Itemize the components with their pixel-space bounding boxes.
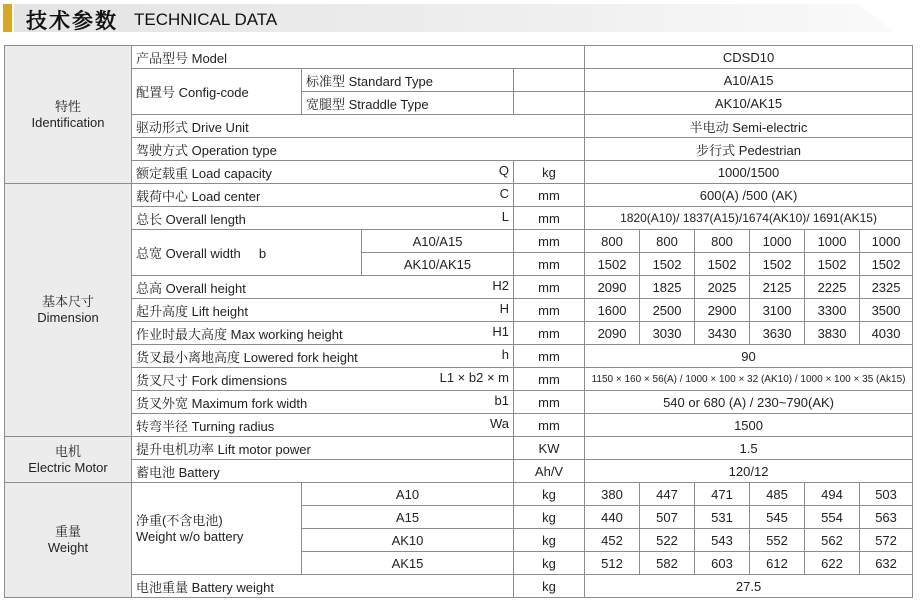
row-value: 1500 bbox=[585, 414, 913, 437]
row-value: 1820(A10)/ 1837(A15)/1674(AK10)/ 1691(AK15) bbox=[585, 207, 913, 230]
value-cell: 494 bbox=[805, 483, 860, 506]
value-cell: 800 bbox=[585, 230, 640, 253]
row-symbol: H bbox=[499, 300, 509, 316]
value-cell: 2500 bbox=[640, 299, 695, 322]
value-cell: 440 bbox=[585, 506, 640, 529]
section-header bbox=[0, 0, 923, 40]
row-symbol: h bbox=[501, 346, 509, 362]
table-row bbox=[5, 184, 913, 207]
net-weight-label-en: Weight w/o battery bbox=[136, 528, 244, 544]
unit-cell: mm bbox=[514, 414, 585, 437]
value-cell: 3100 bbox=[750, 299, 805, 322]
unit-cell bbox=[514, 92, 585, 115]
table-row bbox=[5, 368, 913, 391]
unit-cell bbox=[514, 69, 585, 92]
value-cell: 3430 bbox=[695, 322, 750, 345]
row-symbol: C bbox=[499, 185, 509, 201]
value-cell: 2090 bbox=[585, 276, 640, 299]
category-label-en: Dimension bbox=[37, 310, 99, 325]
table-row bbox=[5, 575, 913, 598]
value-cell: 2325 bbox=[860, 276, 913, 299]
unit-cell: Ah/V bbox=[514, 460, 585, 483]
table-row bbox=[5, 483, 913, 506]
sub-label: A10 bbox=[302, 483, 514, 506]
table-row bbox=[5, 437, 913, 460]
table-row bbox=[5, 322, 913, 345]
category-label-zh: 特性 bbox=[54, 98, 81, 114]
header-accent-bar bbox=[3, 4, 12, 32]
row-label bbox=[132, 345, 514, 368]
row-label bbox=[132, 322, 514, 345]
row-value: 1.5 bbox=[585, 437, 913, 460]
row-value: 1000/1500 bbox=[585, 161, 913, 184]
category-label-zh: 基本尺寸 bbox=[41, 294, 94, 309]
row-label: 提升电机功率 Lift motor power bbox=[132, 437, 514, 460]
value-cell: 2900 bbox=[695, 299, 750, 322]
unit-cell: kg bbox=[514, 575, 585, 598]
row-value: 600(A) /500 (AK) bbox=[585, 184, 913, 207]
value-cell: 1502 bbox=[695, 253, 750, 276]
value-cell: 800 bbox=[695, 230, 750, 253]
unit-cell: kg bbox=[514, 483, 585, 506]
value-cell: 552 bbox=[750, 529, 805, 552]
value-cell: 1502 bbox=[860, 253, 913, 276]
row-label-text: 转弯半径 Turning radius bbox=[136, 418, 275, 434]
row-label bbox=[132, 161, 514, 184]
value-cell: 612 bbox=[750, 552, 805, 575]
row-value: 27.5 bbox=[585, 575, 913, 598]
value-cell: 1502 bbox=[585, 253, 640, 276]
value-cell: 2125 bbox=[750, 276, 805, 299]
row-value: 540 or 680 (A) / 230~790(AK) bbox=[585, 391, 913, 414]
value-cell: 603 bbox=[695, 552, 750, 575]
value-cell: 447 bbox=[640, 483, 695, 506]
row-value: A10/A15 bbox=[585, 69, 913, 92]
value-cell: 1825 bbox=[640, 276, 695, 299]
value-cell: 562 bbox=[805, 529, 860, 552]
row-label: 电池重量 Battery weight bbox=[132, 575, 514, 598]
row-label bbox=[132, 391, 514, 414]
value-cell: 3300 bbox=[805, 299, 860, 322]
row-label-text: 总高 Overall height bbox=[136, 280, 246, 296]
value-cell: 554 bbox=[805, 506, 860, 529]
row-symbol: L bbox=[501, 208, 509, 224]
unit-cell: mm bbox=[514, 276, 585, 299]
sub-label: AK10/AK15 bbox=[362, 253, 514, 276]
row-symbol: b1 bbox=[494, 392, 509, 408]
unit-cell: mm bbox=[514, 368, 585, 391]
sub-label: A15 bbox=[302, 506, 514, 529]
unit-cell: KW bbox=[514, 437, 585, 460]
value-cell: 2025 bbox=[695, 276, 750, 299]
value-cell: 522 bbox=[640, 529, 695, 552]
category-label-en: Weight bbox=[47, 540, 89, 555]
row-label bbox=[132, 207, 514, 230]
value-cell: 3630 bbox=[750, 322, 805, 345]
value-cell: 512 bbox=[585, 552, 640, 575]
table-row bbox=[5, 207, 913, 230]
row-label-text: 作业时最大高度 Max working height bbox=[136, 326, 343, 342]
value-cell: 1000 bbox=[805, 230, 860, 253]
row-label: 驱动形式 Drive Unit bbox=[132, 115, 585, 138]
value-cell: 545 bbox=[750, 506, 805, 529]
unit-cell: kg bbox=[514, 161, 585, 184]
unit-cell: kg bbox=[514, 552, 585, 575]
row-symbol: L1 × b2 × m bbox=[439, 369, 509, 385]
value-cell: 800 bbox=[640, 230, 695, 253]
row-label bbox=[132, 230, 362, 276]
row-label-text: 载荷中心 Load center bbox=[136, 188, 261, 204]
row-value: 90 bbox=[585, 345, 913, 368]
unit-cell: mm bbox=[514, 207, 585, 230]
value-cell: 380 bbox=[585, 483, 640, 506]
row-symbol: H1 bbox=[492, 323, 509, 339]
table-row bbox=[5, 391, 913, 414]
row-label bbox=[132, 483, 302, 575]
value-cell: 3500 bbox=[860, 299, 913, 322]
row-label bbox=[132, 184, 514, 207]
category-electric-motor bbox=[5, 437, 132, 483]
row-label-text: 额定载重 Load capacity bbox=[136, 165, 272, 181]
row-symbol: Q bbox=[498, 162, 509, 178]
sub-label: 标准型 Standard Type bbox=[302, 69, 514, 92]
table-row bbox=[5, 230, 913, 253]
unit-cell: kg bbox=[514, 506, 585, 529]
category-label-zh: 电机 bbox=[54, 443, 81, 459]
sub-label: AK15 bbox=[302, 552, 514, 575]
category-label-en: Identification bbox=[31, 114, 105, 130]
sub-label: A10/A15 bbox=[362, 230, 514, 253]
row-label bbox=[132, 414, 514, 437]
value-cell: 582 bbox=[640, 552, 695, 575]
category-label-zh: 重量 bbox=[54, 524, 81, 539]
unit-cell: mm bbox=[514, 230, 585, 253]
value-cell: 1600 bbox=[585, 299, 640, 322]
technical-data-table bbox=[4, 45, 913, 598]
table-row bbox=[5, 115, 913, 138]
row-symbol: H2 bbox=[492, 277, 509, 293]
row-label: 蓄电池 Battery bbox=[132, 460, 514, 483]
category-dimension bbox=[5, 184, 132, 437]
value-cell: 471 bbox=[695, 483, 750, 506]
unit-cell: mm bbox=[514, 345, 585, 368]
value-cell: 632 bbox=[860, 552, 913, 575]
value-cell: 2225 bbox=[805, 276, 860, 299]
category-identification bbox=[5, 46, 132, 184]
value-cell: 1000 bbox=[860, 230, 913, 253]
category-weight bbox=[5, 483, 132, 598]
value-cell: 1000 bbox=[750, 230, 805, 253]
unit-cell: kg bbox=[514, 529, 585, 552]
value-cell: 1502 bbox=[640, 253, 695, 276]
row-label bbox=[132, 276, 514, 299]
table-row bbox=[5, 46, 913, 69]
category-label-en: Electric Motor bbox=[28, 459, 108, 475]
row-label-text: 总长 Overall length bbox=[136, 211, 246, 227]
value-cell: 2090 bbox=[585, 322, 640, 345]
net-weight-label-zh: 净重(不含电池) bbox=[136, 512, 223, 528]
unit-cell: mm bbox=[514, 253, 585, 276]
header-title-zh: 技术参数 bbox=[26, 10, 118, 33]
table-row bbox=[5, 345, 913, 368]
row-symbol: Wa bbox=[489, 415, 509, 431]
header-title-en: TECHNICAL DATA bbox=[134, 10, 278, 29]
row-label: 驾驶方式 Operation type bbox=[132, 138, 585, 161]
table-row bbox=[5, 138, 913, 161]
unit-cell: mm bbox=[514, 184, 585, 207]
value-cell: 452 bbox=[585, 529, 640, 552]
row-value: AK10/AK15 bbox=[585, 92, 913, 115]
value-cell: 1502 bbox=[805, 253, 860, 276]
row-symbol: b bbox=[258, 246, 267, 261]
row-value: 半电动 Semi-electric bbox=[585, 115, 913, 138]
table-row bbox=[5, 460, 913, 483]
value-cell: 531 bbox=[695, 506, 750, 529]
table-row bbox=[5, 161, 913, 184]
value-cell: 563 bbox=[860, 506, 913, 529]
table-row bbox=[5, 414, 913, 437]
sub-label: AK10 bbox=[302, 529, 514, 552]
row-label-text: 货叉外宽 Maximum fork width bbox=[136, 395, 308, 411]
unit-cell: mm bbox=[514, 322, 585, 345]
value-cell: 572 bbox=[860, 529, 913, 552]
row-label bbox=[132, 368, 514, 391]
table-row bbox=[5, 276, 913, 299]
row-label-text: 货叉尺寸 Fork dimensions bbox=[136, 372, 287, 388]
value-cell: 503 bbox=[860, 483, 913, 506]
value-cell: 3030 bbox=[640, 322, 695, 345]
value-cell: 4030 bbox=[860, 322, 913, 345]
value-cell: 1502 bbox=[750, 253, 805, 276]
row-value: 1150 × 160 × 56(A) / 1000 × 100 × 32 (AK10) / 1000 × 100 × 35 (Ak15) bbox=[585, 368, 913, 391]
value-cell: 543 bbox=[695, 529, 750, 552]
row-label-text: 起升高度 Lift height bbox=[136, 303, 248, 319]
value-cell: 622 bbox=[805, 552, 860, 575]
table-row bbox=[5, 69, 913, 92]
sub-label: 宽腿型 Straddle Type bbox=[302, 92, 514, 115]
value-cell: 3830 bbox=[805, 322, 860, 345]
row-label: 产品型号 Model bbox=[132, 46, 585, 69]
unit-cell: mm bbox=[514, 299, 585, 322]
row-label: 配置号 Config-code bbox=[132, 69, 302, 115]
row-label-text: 货叉最小离地高度 Lowered fork height bbox=[136, 349, 358, 365]
table-row bbox=[5, 299, 913, 322]
value-cell: 485 bbox=[750, 483, 805, 506]
row-value: 120/12 bbox=[585, 460, 913, 483]
unit-cell: mm bbox=[514, 391, 585, 414]
row-value: 步行式 Pedestrian bbox=[585, 138, 913, 161]
row-value: CDSD10 bbox=[585, 46, 913, 69]
row-label bbox=[132, 299, 514, 322]
value-cell: 507 bbox=[640, 506, 695, 529]
row-label-text: 总宽 Overall width bbox=[136, 246, 241, 261]
